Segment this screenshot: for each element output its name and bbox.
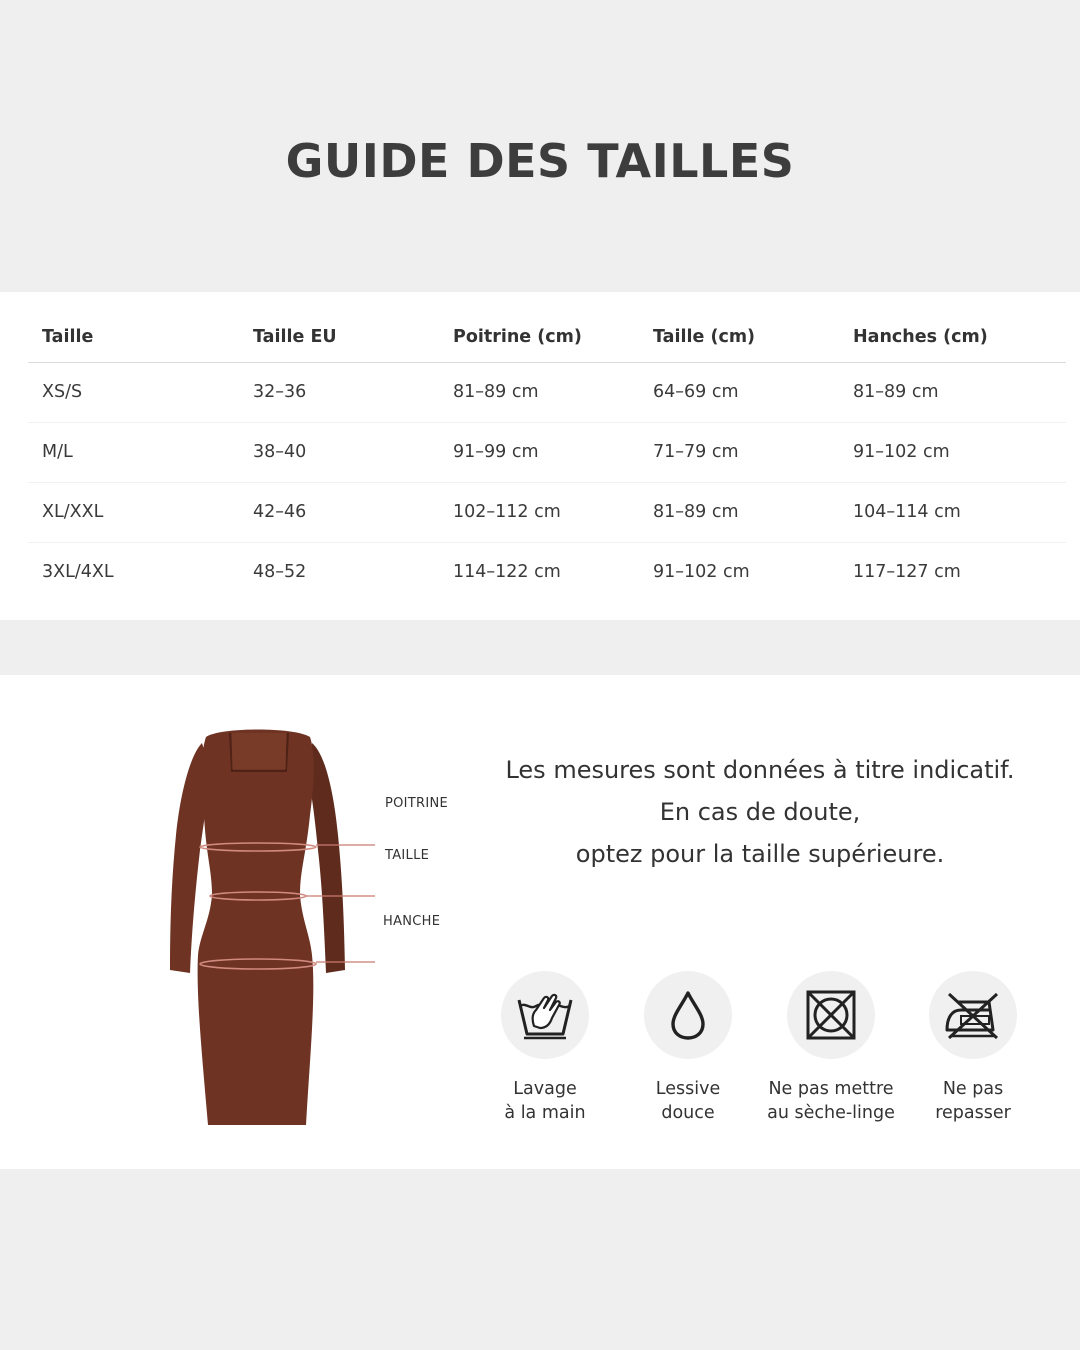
cell-size: XS/S [28,362,239,422]
care-item-hand-wash [465,971,625,1125]
cell-eu-size: 48–52 [253,562,307,583]
care-icon-circle [644,971,732,1059]
cell-hips: 104–114 cm [839,482,1066,542]
care-label-line-1: Ne pas [942,1079,1004,1099]
care-icon-circle [501,971,589,1059]
care-icon-circle [787,971,875,1059]
dress-figure [150,715,470,1125]
care-label-line-2: à la main [504,1103,586,1123]
cell-chest: 114–122 cm [453,562,561,583]
table-row [28,362,1066,422]
sizing-note-line-2: En cas de doute, [659,798,861,826]
care-item-no-iron [893,971,1053,1125]
care-label-line-1: Ne pas mettre [768,1079,894,1099]
cell-chest: 81–89 cm [439,362,639,422]
column-header-chest: Poitrine (cm) [439,312,639,362]
care-item-gentle-detergent [608,971,768,1125]
cell-eu-size: 38–40 [239,422,439,482]
care-label-line-1: Lessive [655,1079,721,1099]
no-iron-icon [943,990,1003,1040]
sizing-note [440,749,1080,875]
column-header-hips: Hanches (cm) [839,312,1066,362]
table-row [28,542,1066,602]
table-header-row [28,312,1066,362]
cell-hips: 91–102 cm [839,422,1066,482]
no-tumble-dry-icon [804,988,858,1042]
cell-waist: 71–79 cm [639,422,839,482]
column-header-eu-size: Taille EU [239,312,439,362]
column-header-size: Taille [28,312,239,362]
care-label [608,1077,768,1125]
sizing-note-line-1: Les mesures sont données à titre indicatif. [505,756,1015,784]
size-table [28,312,1066,602]
cell-size: XL/XXL [28,482,239,542]
hip-label: HANCHE [383,914,441,929]
sizing-note-line-3: optez pour la taille supérieure. [575,840,945,868]
column-header-waist: Taille (cm) [639,312,839,362]
care-label-line-1: Lavage [513,1079,577,1099]
care-icon-circle [929,971,1017,1059]
care-label-line-2: au sèche-linge [767,1103,895,1123]
cell-eu-size: 32–36 [239,362,439,422]
neckline-shading [232,733,286,769]
size-table-panel [0,292,1080,620]
care-label [751,1077,911,1125]
care-label [893,1077,1053,1125]
cell-size: M/L [28,422,239,482]
waist-label: TAILLE [385,848,430,863]
page-title: GUIDE DES TAILLES [285,134,795,188]
care-item-no-tumble-dry [751,971,911,1125]
table-row [28,482,1066,542]
care-label-line-2: douce [661,1103,715,1123]
cell-waist: 91–102 cm [653,562,750,583]
cell-chest: 102–112 cm [439,482,639,542]
cell-hips: 117–127 cm [853,562,961,583]
table-row [28,422,1066,482]
dress-body [198,730,314,1126]
cell-waist: 81–89 cm [639,482,839,542]
cell-hips: 81–89 cm [839,362,1066,422]
chest-label: POITRINE [385,796,449,811]
care-label [465,1077,625,1125]
cell-chest: 91–99 cm [439,422,639,482]
info-panel [0,675,1080,1169]
cell-size: 3XL/4XL [42,562,114,583]
hand-wash-icon [516,990,574,1040]
cell-eu-size: 42–46 [239,482,439,542]
cell-waist: 64–69 cm [639,362,839,422]
gentle-detergent-icon [668,989,708,1041]
care-label-line-2: repasser [935,1103,1011,1123]
